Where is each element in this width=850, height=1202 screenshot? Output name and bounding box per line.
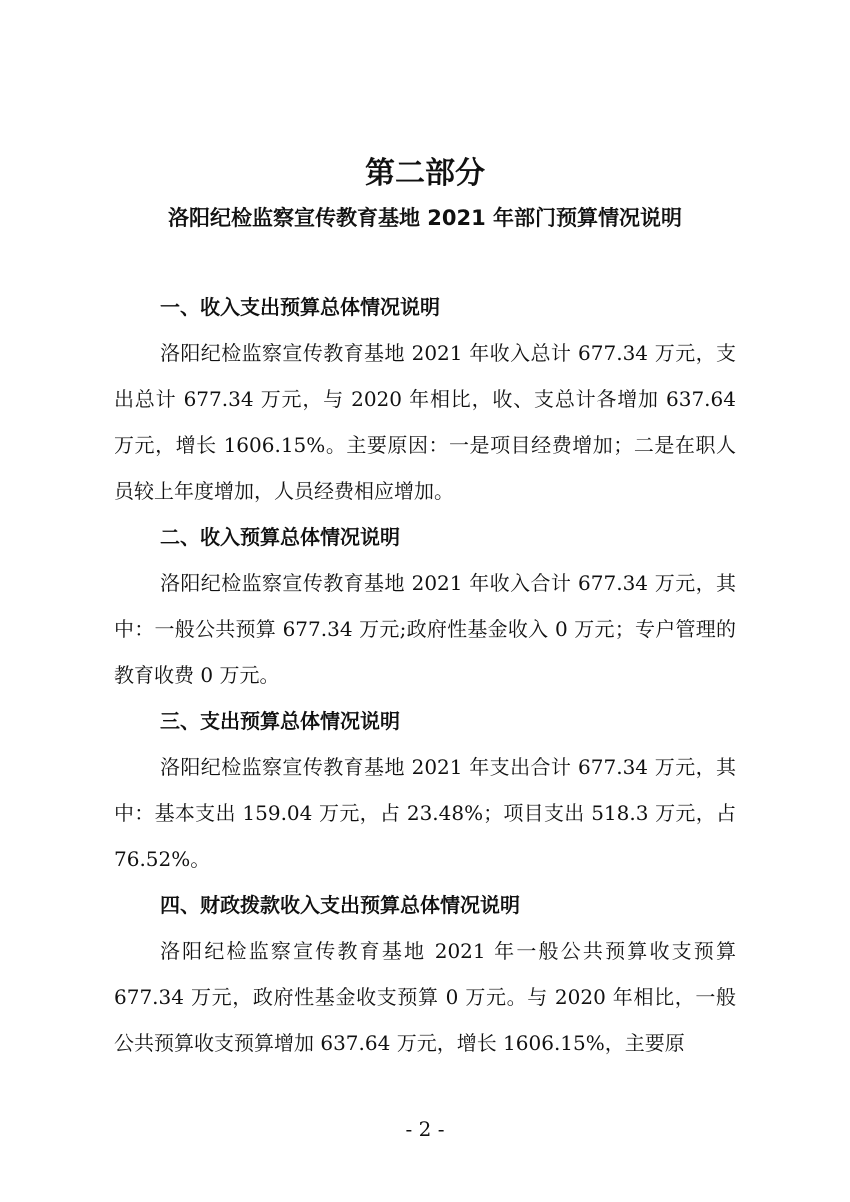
section-paragraph-income: 洛阳纪检监察宣传教育基地 2021 年收入合计 677.34 万元，其中：一般公共预算 677.34 万元;政府性基金收入 0 万元；专户管理的教育收费 0 万元。 bbox=[114, 571, 736, 687]
section-heading-income: 二、收入预算总体情况说明 bbox=[160, 525, 400, 549]
section-paragraph-fiscal-appropriation: 洛阳纪检监察宣传教育基地 2021 年一般公共预算收支预算 677.34 万元，政府性基金收支预算 0 万元。与 2020 年相比，一般公共预算收支预算增加 637.64 万元，增长 1606.15%，主要原 bbox=[114, 939, 736, 1055]
document-body bbox=[114, 284, 736, 1066]
document-title: 洛阳纪检监察宣传教育基地 2021 年部门预算情况说明 bbox=[167, 206, 683, 230]
section-paragraph-expenditure: 洛阳纪检监察宣传教育基地 2021 年支出合计 677.34 万元，其中：基本支出 159.04 万元，占 23.48%；项目支出 518.3 万元，占 76.52%。 bbox=[114, 755, 736, 871]
section-heading-expenditure: 三、支出预算总体情况说明 bbox=[160, 709, 400, 733]
section-heading-income-expenditure: 一、收入支出预算总体情况说明 bbox=[160, 295, 440, 319]
part-title: 第二部分 bbox=[365, 156, 485, 191]
section-heading-fiscal-appropriation: 四、财政拨款收入支出预算总体情况说明 bbox=[160, 893, 520, 917]
section-paragraph-income-expenditure: 洛阳纪检监察宣传教育基地 2021 年收入总计 677.34 万元，支出总计 677.34 万元，与 2020 年相比，收、支总计各增加 637.64 万元，增长 1606.15%。主要原因：一是项目经费增加；二是在职人员较上年度增加，人员经费相应增加。 bbox=[114, 341, 736, 503]
page-number: - 2 - bbox=[405, 1117, 445, 1141]
